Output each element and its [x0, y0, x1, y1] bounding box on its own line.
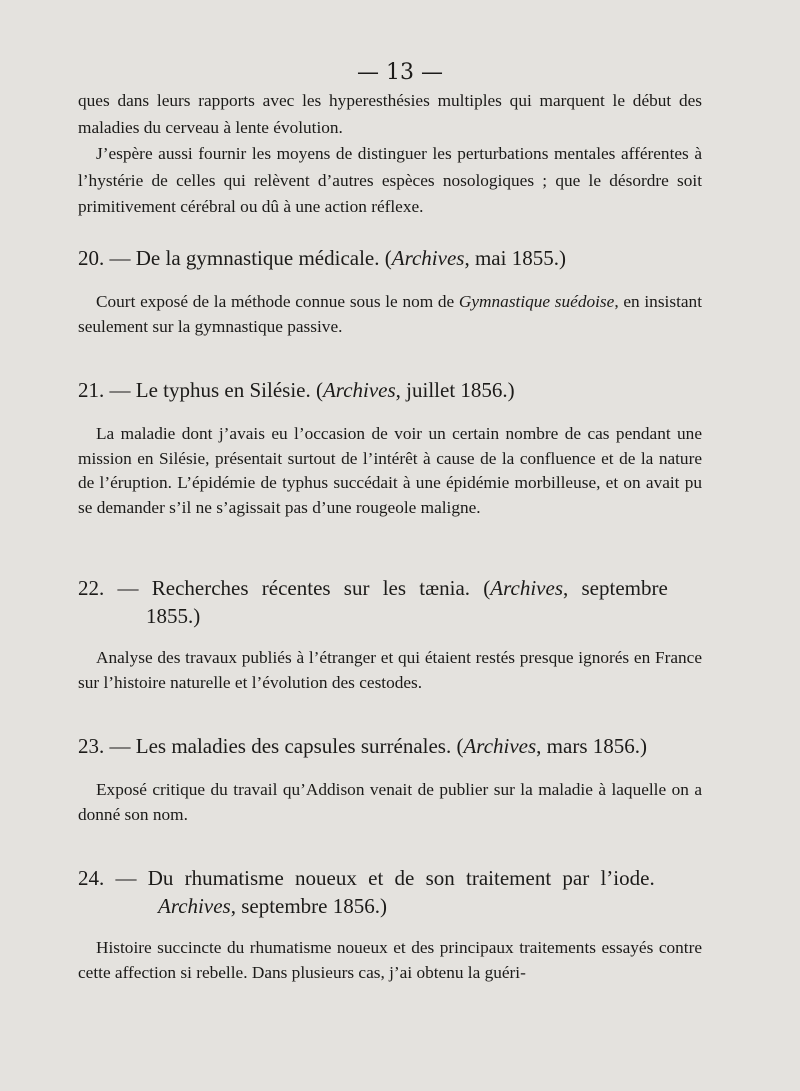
- entry-22-summary: Analyse des travaux publiés à l’étranger et qui étaient restés presque ignorés en France sur l’histoire naturelle et l’évolution des cestodes.: [78, 648, 702, 692]
- entry-heading: — Recherches récentes sur les tænia. (: [117, 576, 491, 600]
- summary-text: , en insistant seulement sur la gymnastique passive.: [78, 292, 702, 336]
- entry-heading: — Du rhumatisme noueux et de son traitement par l’iode.: [115, 866, 655, 890]
- entry-heading: — Les maladies des capsules surrénales. (: [109, 734, 464, 758]
- entry-23-title: [78, 732, 702, 760]
- entry-number: 24.: [78, 866, 105, 890]
- entry-23-summary: Exposé critique du travail qu’Addison venait de publier sur la maladie à laquelle on a donné son nom.: [78, 780, 702, 824]
- entry-20-title: [78, 244, 702, 272]
- entry-heading: — De la gymnastique médicale. (: [109, 246, 392, 270]
- entry-source: Archives: [463, 734, 537, 758]
- entry-number: 21.: [78, 378, 105, 402]
- entry-number: 20.: [78, 246, 105, 270]
- summary-text: Court exposé de la méthode connue sous le nom de: [96, 292, 459, 311]
- entry-number: 23.: [78, 734, 105, 758]
- entry-21-title: [78, 376, 702, 404]
- entry-number: 22.: [78, 576, 105, 600]
- entry-22-title: [78, 574, 702, 630]
- entry-21-summary: La maladie dont j’avais eu l’occasion de voir un certain nombre de cas pendant une mission en Silésie, présentait surtout de l’intérêt à cause de la confluence et de la nature de l’éruption. L’épidémie de typhus succédait à une épidémie morbilleuse, et on avait pu se demander s’il ne s’agissait pas d’une rougeole maligne.: [78, 424, 702, 517]
- entry-20-summary: [78, 290, 702, 339]
- entry-date-continuation: 1855.): [146, 604, 201, 628]
- intro-paragraph-2: J’espère aussi fournir les moyens de distinguer les perturbations mentales afférentes à l’hystérie de celles qui relèvent d’autres espèces nosologiques ; que le désordre soit primitivement cérébral ou dû à une action réflexe.: [78, 144, 702, 216]
- entry-date: , mars 1856.): [536, 734, 647, 758]
- entry-date: , juillet 1856.): [395, 378, 515, 402]
- entry-source: Archives: [391, 246, 465, 270]
- entry-date: , mai 1855.): [464, 246, 566, 270]
- entry-date: , septembre: [563, 576, 668, 600]
- page-number: — 13 —: [357, 60, 443, 85]
- summary-emphasis: Gymnastique suédoise: [458, 292, 615, 311]
- entry-24-summary: Histoire succincte du rhumatisme noueux et des principaux traitements essayés contre cette affection si rebelle. Dans plusieurs cas, j’ai obtenu la guéri-: [78, 938, 702, 982]
- entry-source: Archives: [158, 894, 231, 918]
- intro-paragraph-1: ques dans leurs rapports avec les hyperesthésies multiples qui marquent le début des maladies du cerveau à lente évolution.: [78, 91, 702, 137]
- entry-heading: — Le typhus en Silésie. (: [109, 378, 323, 402]
- entry-source-line: [78, 892, 702, 920]
- intro-text: [78, 88, 702, 221]
- entry-source: Archives: [490, 576, 563, 600]
- entry-24-title: [78, 864, 702, 920]
- entry-date: , septembre 1856.): [230, 894, 387, 918]
- entry-source: Archives: [322, 378, 396, 402]
